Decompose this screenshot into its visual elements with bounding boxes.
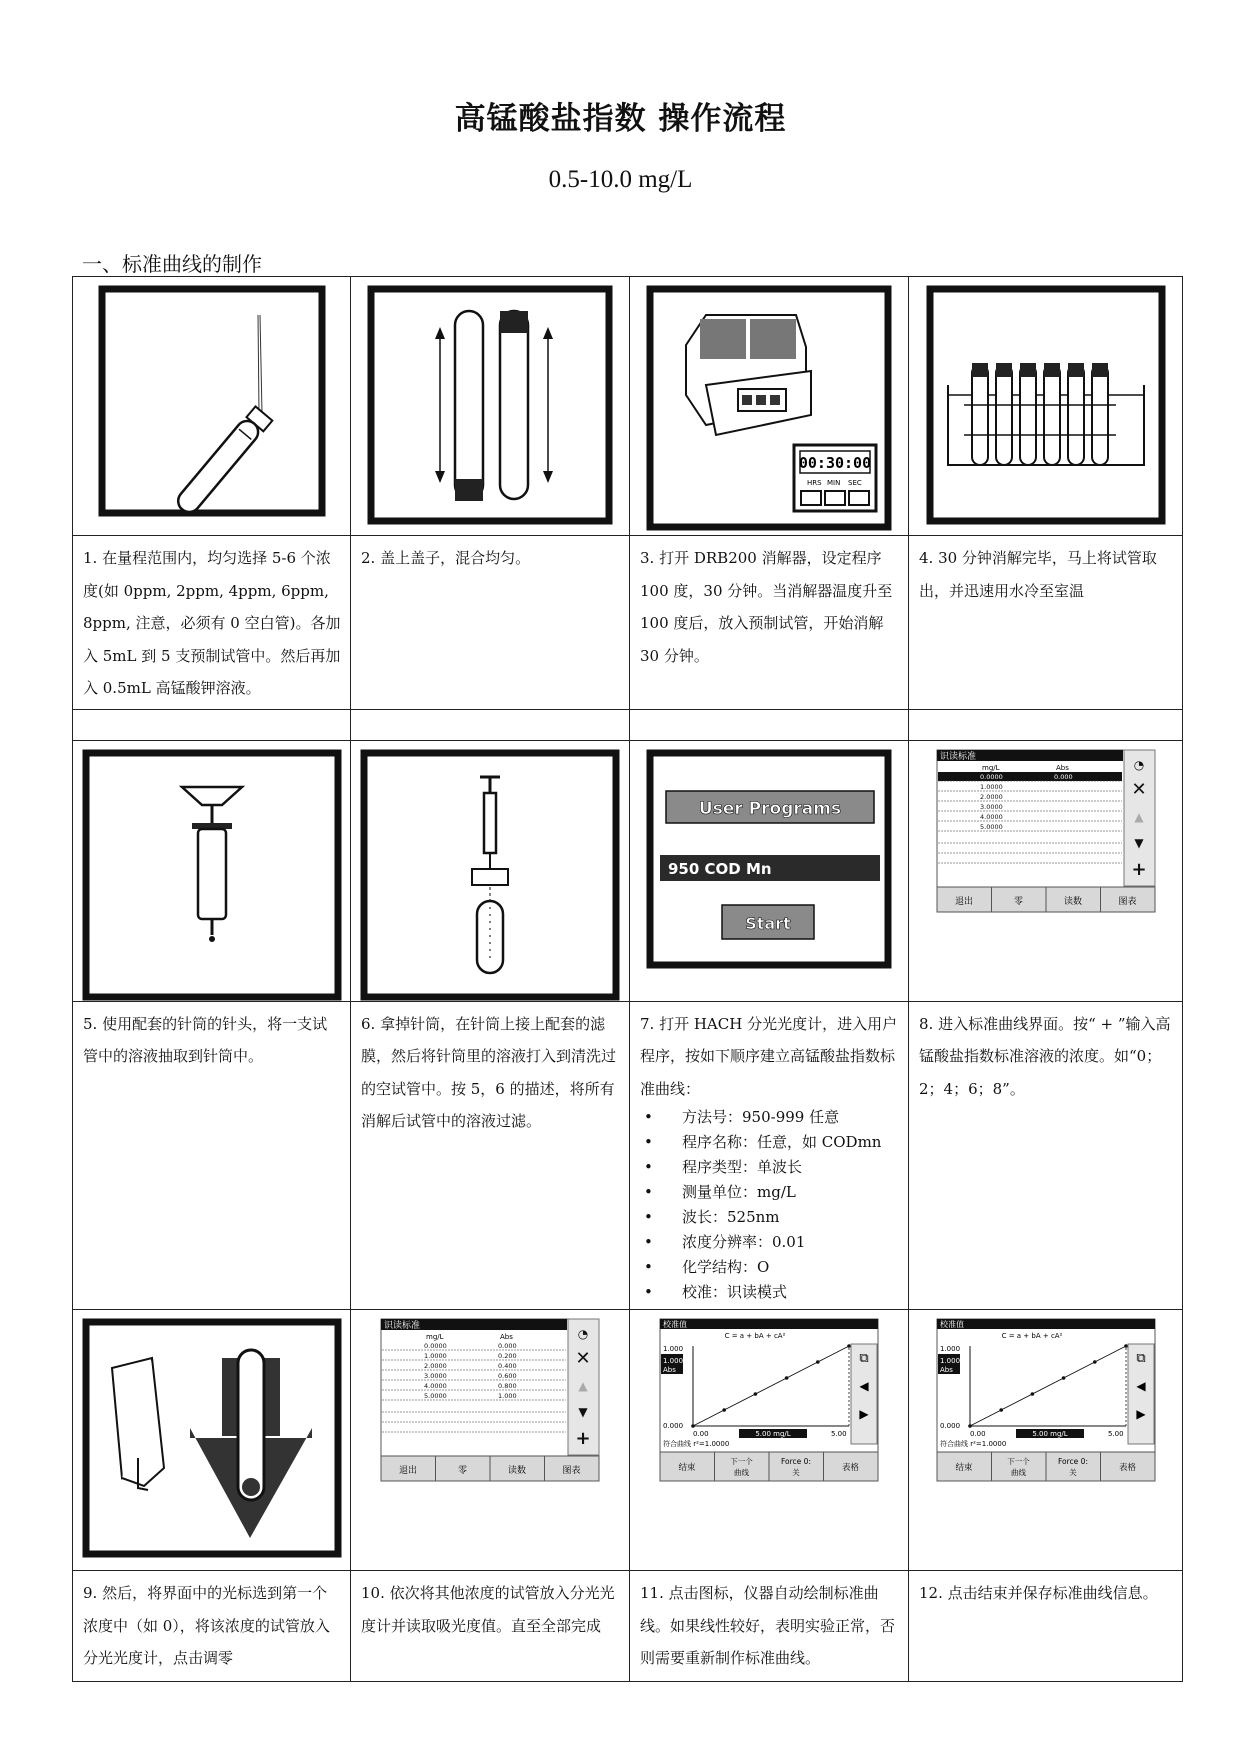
y-axis-unit: Abs (663, 1366, 676, 1374)
table-cell: 1.000 (498, 1392, 517, 1400)
arrow-right-icon: ▶ (1135, 1407, 1146, 1421)
table-cell: 3.0000 (424, 1372, 447, 1380)
soft-button-label: Force 0: (781, 1457, 811, 1466)
user-programs-button: User Programs (698, 798, 842, 819)
data-point (1093, 1360, 1097, 1364)
y-axis-unit: Abs (939, 1366, 953, 1374)
window-icon: ⧉ (1135, 1351, 1146, 1366)
data-point (999, 1408, 1003, 1412)
step-6-image (351, 740, 630, 1001)
soft-button-label: 图表 (562, 1466, 581, 1476)
soft-button-label: 表格 (841, 1463, 860, 1473)
soft-button-label: 下一个 (1006, 1457, 1030, 1466)
step-7-bullet: • 化学结构：O (682, 1255, 900, 1280)
table-cell: 1.0000 (424, 1352, 447, 1360)
arrow-down-icon: ▼ (1133, 835, 1144, 850)
x-cursor-value: 5.00 mg/L (1031, 1430, 1068, 1438)
step-4-text: 4. 30 分钟消解完毕，马上将试管取出，并迅速用水冷至室温 (909, 536, 1183, 710)
soft-button-label: 退出 (954, 896, 973, 907)
curve-equation: C = a + bA + cA² (724, 1332, 786, 1340)
table-cell: 3.0000 (979, 802, 1003, 811)
soft-button-label: 零 (457, 1466, 468, 1476)
step-6-text: 6. 拿掉针筒，在针筒上接上配套的滤膜，然后将针筒里的溶液打入到清洗过的空试管中。按 5，6 的描述，将所有消解后试管中的溶液过滤。 (351, 1001, 630, 1310)
table-cell: 1.0000 (979, 782, 1003, 791)
screen-title: 识读标准 (939, 751, 976, 762)
step-7-cell (630, 1001, 909, 1310)
step-2-text: 2. 盖上盖子，混合均匀。 (351, 536, 630, 710)
step-11-image (630, 1310, 909, 1571)
soft-button-label: 读数 (507, 1466, 527, 1476)
calibration-curve-screen (936, 1318, 1156, 1482)
table-cell: 0.200 (498, 1352, 517, 1360)
y-axis-value: 1.000 (663, 1357, 684, 1365)
step-9-text: 9. 然后，将界面中的光标选到第一个浓度中（如 0），将该浓度的试管放入分光光度计，点击调零 (73, 1571, 351, 1682)
step-7-bullets (640, 1105, 900, 1305)
step-5-text: 5. 使用配套的针筒的针头，将一支试管中的溶液抽取到针筒中。 (73, 1001, 351, 1310)
step-3-text: 3. 打开 DRB200 消解器，设定程序 100 度，30 分钟。当消解器温度升至 100 度后，放入预制试管，开始消解 30 分钟。 (630, 536, 909, 710)
add-icon: + (1130, 858, 1147, 880)
x-axis-left-label: 0.00 (969, 1430, 986, 1438)
soft-button-label: 结束 (954, 1463, 973, 1473)
data-point (1030, 1392, 1034, 1396)
y-axis-top-label: 1.000 (663, 1345, 684, 1353)
soft-button-label: 图表 (1117, 896, 1137, 907)
curve-fit-label: 符合曲线 r²=1.0000 (663, 1440, 730, 1448)
step-7-bullet: • 浓度分辨率：0.01 (682, 1230, 900, 1255)
soft-button-label: 曲线 (734, 1468, 749, 1477)
x-axis-left-label: 0.00 (693, 1430, 709, 1438)
table-cell: 4.0000 (979, 812, 1003, 821)
add-icon: + (575, 1428, 591, 1449)
soft-button-label: 关 (792, 1468, 800, 1477)
soft-button-label: 结束 (678, 1463, 696, 1473)
timer-label-min: MIN (827, 479, 841, 487)
step-4-image (909, 277, 1183, 536)
table-cell: 0.600 (498, 1372, 517, 1380)
table-cell: 0.800 (498, 1382, 517, 1390)
step-11-text: 11. 点击图标，仪器自动绘制标准曲线。如果线性较好，表明实验正常，否则需要重新制作标准曲线。 (630, 1571, 909, 1682)
step-7-bullet: • 程序名称：任意，如 CODmn (682, 1130, 900, 1155)
step-5-image (73, 740, 351, 1001)
y-axis-value: 1.000 (939, 1357, 960, 1365)
data-point (968, 1424, 972, 1428)
step-10-text: 10. 依次将其他浓度的试管放入分光光度计并读取吸光度值。直至全部完成 (351, 1571, 630, 1682)
start-button: Start (745, 913, 791, 933)
data-point (785, 1376, 789, 1380)
standards-screen-filled (380, 1318, 600, 1482)
soft-button-label: 下一个 (730, 1457, 753, 1466)
table-cell: 4.0000 (424, 1382, 447, 1390)
page-title: 高锰酸盐指数 操作流程 (454, 101, 787, 137)
table-cell: 0.000 (498, 1342, 517, 1350)
arrow-up-icon: ▲ (578, 1379, 588, 1393)
table-cell: 2.0000 (979, 792, 1003, 801)
data-point (691, 1424, 695, 1428)
curve-equation: C = a + bA + cA² (1001, 1332, 1062, 1340)
standards-screen-empty (936, 749, 1156, 913)
step-8-image (909, 740, 1183, 1001)
screen-title: 校准值 (939, 1320, 964, 1329)
step-7-image (630, 740, 909, 1001)
data-point (816, 1360, 820, 1364)
step-12-text: 12. 点击结束并保存标准曲线信息。 (909, 1571, 1183, 1682)
timer-icon: ◔ (577, 1327, 589, 1341)
step-7-bullet: • 程序类型：单波长 (682, 1155, 900, 1180)
soft-button-label: 曲线 (1010, 1468, 1026, 1477)
step-3-image (630, 277, 909, 536)
procedure-table (72, 276, 1183, 1682)
x-axis-right-label: 5.00 (831, 1430, 847, 1438)
data-point (1061, 1376, 1065, 1380)
column-header: Abs (1055, 763, 1069, 772)
screen-title: 识读标准 (384, 1321, 421, 1331)
arrow-down-icon: ▼ (578, 1405, 588, 1419)
step-12-image (909, 1310, 1183, 1571)
step-7-bullet: • 测量单位：mg/L (682, 1180, 900, 1205)
step-1-image (73, 277, 351, 536)
data-point (754, 1392, 758, 1396)
x-axis-right-label: 5.00 (1107, 1430, 1124, 1438)
arrow-up-icon: ▲ (1133, 809, 1144, 824)
table-cell: 5.0000 (424, 1392, 447, 1400)
table-cell: 0.000 (1053, 772, 1073, 781)
step-7-bullet: • 校准：识读模式 (682, 1280, 900, 1305)
screen-title: 校准值 (663, 1320, 687, 1329)
table-cell: 0.400 (498, 1362, 517, 1370)
section-heading: 一、标准曲线的制作 (82, 252, 262, 276)
y-axis-top-label: 1.000 (939, 1345, 960, 1353)
step-8-text: 8. 进入标准曲线界面。按“ + ”输入高锰酸盐指数标准溶液的浓度。如“0；2；4；6；8”。 (909, 1001, 1183, 1310)
arrow-right-icon: ▶ (859, 1407, 869, 1421)
soft-button-label: 表格 (1118, 1463, 1136, 1473)
step-10-image (351, 1310, 630, 1571)
table-cell: 2.0000 (424, 1362, 447, 1370)
column-header: Abs (500, 1333, 513, 1341)
close-icon: ✕ (575, 1348, 591, 1369)
soft-button-label: 零 (1013, 896, 1023, 907)
x-cursor-value: 5.00 mg/L (755, 1430, 791, 1438)
arrow-left-icon: ◀ (1135, 1379, 1146, 1393)
y-axis-bottom-label: 0.000 (663, 1422, 684, 1430)
arrow-left-icon: ◀ (859, 1379, 869, 1393)
timer-display: 00:30:00 (798, 454, 872, 472)
soft-button-label: 关 (1068, 1468, 1077, 1477)
program-name: 950 COD Mn (668, 859, 772, 878)
step-1-text: 1. 在量程范围内，均匀选择 5-6 个浓度(如 0ppm, 2ppm, 4ppm, 6ppm, 8ppm, 注意，必须有 0 空白管)。各加入 5mL 到 5 支预制试管中。然后再加入 0.5mL 高锰酸钾溶液。 (73, 536, 351, 710)
timer-label-sec: SEC (848, 479, 862, 487)
soft-button-label: 读数 (1063, 896, 1082, 907)
step-7-text: 7. 打开 HACH 分光光度计，进入用户程序，按如下顺序建立高锰酸盐指数标准曲线： (640, 1014, 898, 1098)
data-point (722, 1408, 726, 1412)
page-subtitle: 0.5-10.0 mg/L (548, 166, 693, 193)
column-header: mg/L (981, 763, 1000, 772)
calibration-curve-screen (659, 1318, 879, 1482)
timer-icon: ◔ (1133, 757, 1144, 772)
step-7-bullet: • 波长：525nm (682, 1205, 900, 1230)
window-icon: ⧉ (859, 1351, 869, 1366)
table-cell: 0.0000 (979, 772, 1003, 781)
step-2-image (351, 277, 630, 536)
table-cell: 0.0000 (424, 1342, 447, 1350)
step-7-bullet: • 方法号：950-999 任意 (682, 1105, 900, 1130)
curve-fit-label: 符合曲线 r²=1.0000 (939, 1440, 1006, 1448)
y-axis-bottom-label: 0.000 (939, 1422, 960, 1430)
soft-button-label: Force 0: (1057, 1457, 1088, 1466)
table-cell: 5.0000 (979, 822, 1003, 831)
close-icon: ✕ (1130, 778, 1147, 800)
column-header: mg/L (426, 1333, 444, 1341)
timer-label-hrs: HRS (807, 479, 822, 487)
soft-button-label: 退出 (398, 1466, 418, 1476)
step-9-image (73, 1310, 351, 1571)
